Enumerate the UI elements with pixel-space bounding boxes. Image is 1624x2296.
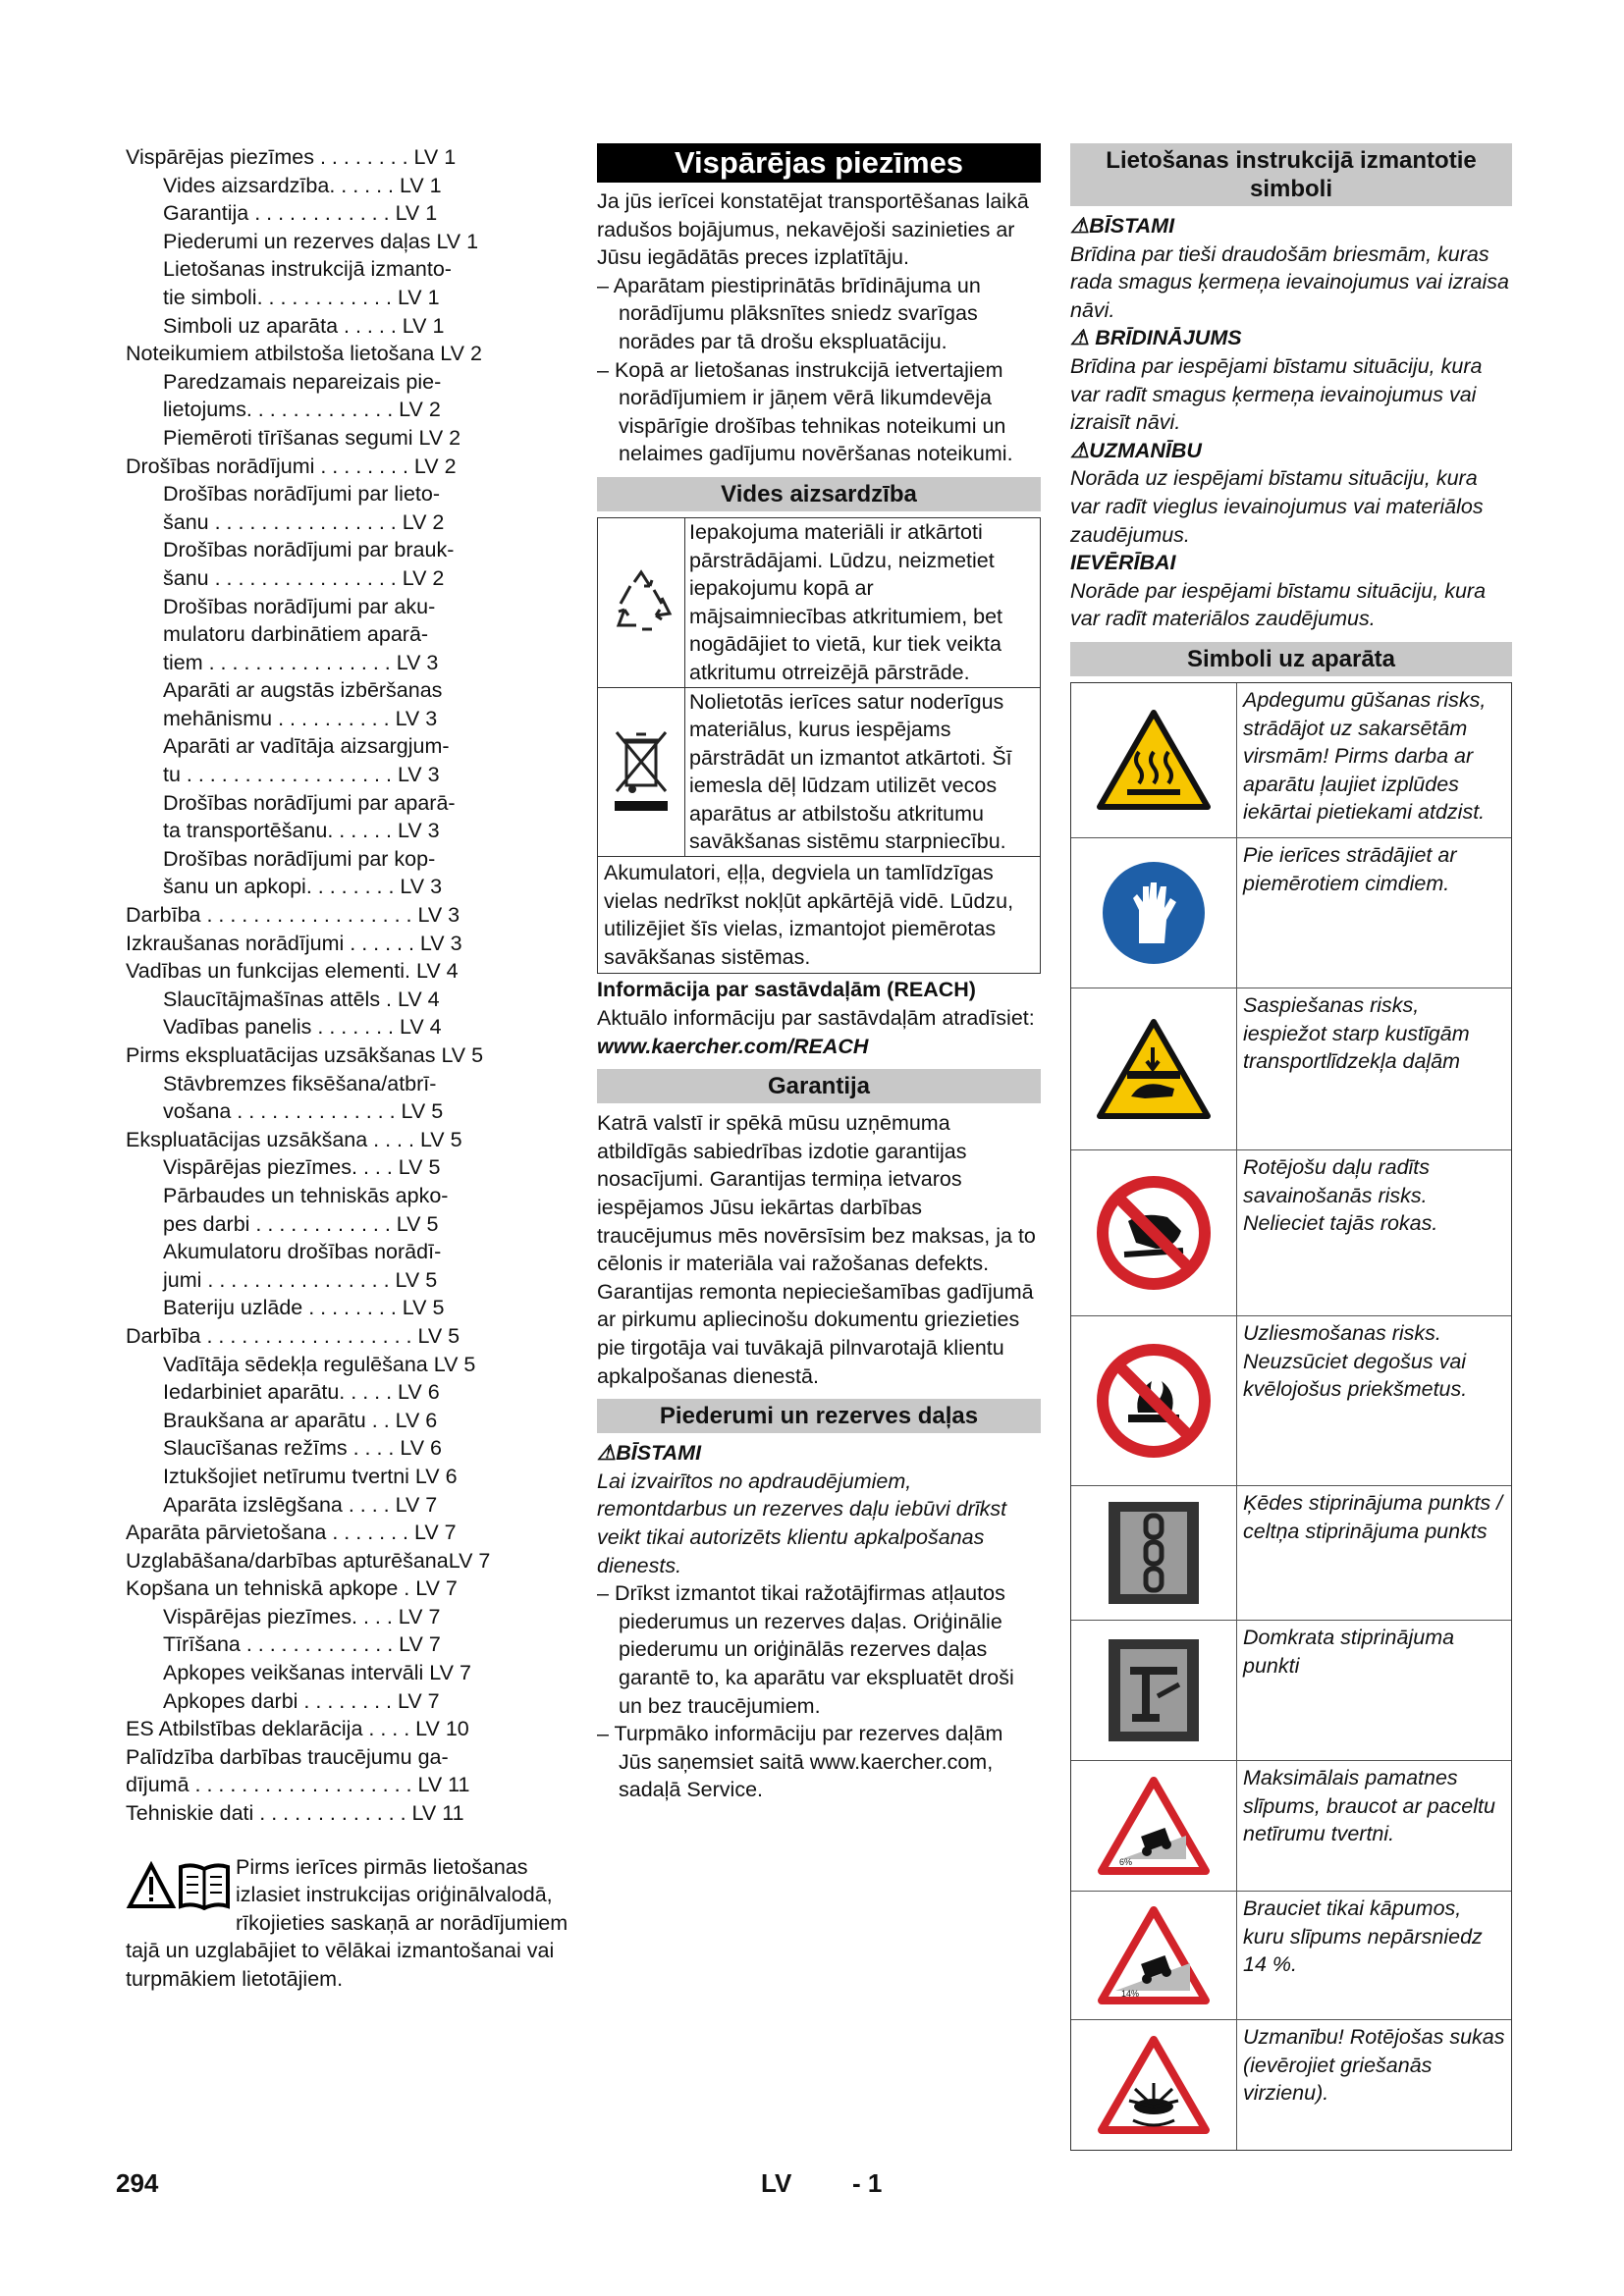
toc-entry[interactable]: Lietošanas instrukcijā izmanto-	[163, 257, 452, 282]
svg-text:14%: 14%	[1121, 1988, 1140, 1999]
symbol-text: Brauciet tikai kāpumos, kuru slīpums nepārsniedz 14 %.	[1243, 1896, 1483, 1977]
signal-word-text: Brīdina par iespējami bīstamu situāciju, kura var radīt smagus ķermeņa ievainojumus vai izraisīt nāvi.	[1070, 353, 1483, 435]
general-bullet: – Kopā ar lietošanas instrukcijā ietvertajiem norādījumiem ir jāņem vērā likumdevēja vispārīgie drošības tehnikas noteikumi un nelaimes gadījumu novēršanas noteikumi.	[597, 356, 1041, 468]
toc-entry[interactable]: Aparāti ar vadītāja aizsargjum-	[163, 734, 450, 759]
right-column	[1070, 143, 1512, 2151]
symbol-text: Uzliesmošanas risks. Neuzsūciet degošus vai kvēlojošus priekšmetus.	[1243, 1320, 1468, 1402]
general-bullet: – Aparātam piestiprinātās brīdinājuma un norādījumu plāksnītes sniedz svarīgas norādes par tā drošu ekspluatāciju.	[597, 272, 1041, 356]
environment-row-recycle	[598, 518, 1040, 688]
symbol-text: Apdegumu gūšanas risks, strādājot uz sakarsētām virsmām! Pirms darba ar aparātu ļaujiet izplūdes iekārtai pietiekami atdzist.	[1243, 687, 1487, 825]
toc-entry[interactable]: Apkopes veikšanas intervāli LV 7	[163, 1661, 471, 1685]
symbol-text: Rotējošu daļu radīts savainošanās risks. Nelieciet tajās rokas.	[1243, 1154, 1438, 1236]
toc-entry[interactable]: Aparāti ar augstās izbēršanas	[163, 678, 443, 703]
signal-word-text: Norāda uz iespējami bīstamu situāciju, kura var radīt vieglus ievainojumus vai materiālos zaudējumus.	[1070, 466, 1484, 547]
toc-entry[interactable]: Piemēroti tīrīšanas segumi LV 2	[163, 425, 461, 450]
crush-hazard-icon	[1071, 988, 1237, 1149]
symbol-row	[1071, 1150, 1511, 1316]
toc-entry[interactable]: Vides aizsardzība. . . . . . LV 1	[163, 173, 442, 197]
toc-entry[interactable]: Vispārējas piezīmes. . . . LV 7	[163, 1604, 441, 1629]
toc-entry[interactable]: Uzglabāšana/darbības apturēšanaLV 7	[126, 1548, 491, 1573]
toc-entry[interactable]: Tehniskie dati . . . . . . . . . . . . . LV 11	[126, 1801, 464, 1826]
reach-link[interactable]: www.kaercher.com/REACH	[597, 1034, 869, 1058]
symbol-row	[1071, 1892, 1511, 2020]
toc-entry[interactable]: Drošības norādījumi par kop-	[163, 846, 436, 871]
environment-row-weee	[598, 688, 1040, 858]
environment-table	[597, 517, 1041, 975]
toc-entry[interactable]: Iedarbiniet aparātu. . . . . LV 6	[163, 1380, 440, 1405]
toc-entry[interactable]: lietojums. . . . . . . . . . . . . LV 2	[163, 398, 441, 422]
toc-entry[interactable]: Vadības panelis . . . . . . . LV 4	[163, 1015, 442, 1040]
rotating-brushes-icon	[1071, 2020, 1237, 2150]
environment-note: Akumulatori, eļļa, degviela un tamlīdzīgas vielas nedrīkst nokļūt apkārtējā vidē. Lūdzu, utilizējiet šīs vielas, izmantojot piemērotas savākšanas sistēmas.	[604, 861, 1014, 969]
toc-entry[interactable]: Paredzamais nepareizais pie-	[163, 369, 442, 394]
toc-entry[interactable]: Pārbaudes un tehniskās apko-	[163, 1183, 449, 1207]
signal-word-label: IEVĒRĪBAI	[1070, 551, 1176, 575]
toc-entry[interactable]: Akumulatoru drošības norādī-	[163, 1240, 442, 1264]
device-symbols-heading: Simboli uz aparāta	[1070, 642, 1512, 676]
symbol-text: Domkrata stiprinājuma punkti	[1243, 1625, 1455, 1678]
signal-word-label: ⚠ BRĪDINĀJUMS	[1070, 326, 1242, 350]
symbol-row	[1071, 1316, 1511, 1486]
signal-word-label: ⚠BĪSTAMI	[1070, 214, 1175, 238]
symbol-row	[1071, 2020, 1511, 2150]
toc-entry[interactable]: Apkopes darbi . . . . . . . . LV 7	[163, 1688, 440, 1713]
toc-entry[interactable]: Noteikumiem atbilstoša lietošana LV 2	[126, 342, 482, 366]
toc-entry[interactable]: Aparāta pārvietošana . . . . . . . LV 7	[126, 1521, 457, 1545]
toc-entry[interactable]: Vadītāja sēdekļa regulēšana LV 5	[163, 1352, 476, 1376]
warning-triangle-icon: ⚠	[1070, 214, 1090, 238]
symbol-text: Maksimālais pamatnes slīpums, braucot ar paceltu netīrumu tvertni.	[1243, 1765, 1495, 1846]
toc-entry[interactable]: Pirms ekspluatācijas uzsākšanas LV 5	[126, 1043, 484, 1067]
toc-entry[interactable]: Drošības norādījumi par brauk-	[163, 538, 455, 562]
symbol-text: Saspiešanas risks, iespiežot starp kustīgām transportlīdzekļa daļām	[1243, 992, 1470, 1074]
parts-danger-label: ⚠BĪSTAMI	[597, 1441, 702, 1466]
jack-point-icon	[1071, 1621, 1237, 1760]
language-code: LV	[761, 2168, 792, 2198]
toc-entry[interactable]: Drošības norādījumi . . . . . . . . LV 2	[126, 454, 457, 478]
toc-entry[interactable]: dījumā . . . . . . . . . . . . . . . . . . . LV 11	[126, 1773, 470, 1797]
toc-entry[interactable]: Drošības norādījumi par aparā-	[163, 790, 456, 815]
symbol-row	[1071, 1761, 1511, 1892]
toc-entry[interactable]: mulatoru darbinātiem aparā-	[163, 622, 429, 647]
toc-entry[interactable]: ta transportēšanu. . . . . . LV 3	[163, 819, 440, 843]
toc-entry[interactable]: Drošības norādījumi par aku-	[163, 594, 436, 618]
crossed-bin-icon	[598, 688, 685, 857]
toc-entry[interactable]: Slaucīšanas režīms . . . . LV 6	[163, 1436, 442, 1461]
toc-entry[interactable]: Darbība . . . . . . . . . . . . . . . . . . LV 5	[126, 1323, 460, 1348]
general-notes-heading: Vispārējas piezīmes	[597, 143, 1041, 183]
warning-triangle-icon: ⚠	[1070, 326, 1096, 350]
toc-entry[interactable]: Palīdzība darbības traucējumu ga-	[126, 1744, 449, 1769]
recycle-text: Iepakojuma materiāli ir atkārtoti pārstrādājami. Lūdzu, neizmetiet iepakojumu kopā ar mājsaimniecības atkritumiem, bet nogādājiet to vietā, kur tiek veikta atkritumu otrreizējā pārstrāde.	[689, 519, 1003, 684]
max-slope-raised-container-icon	[1071, 1761, 1237, 1891]
recycle-icon	[598, 518, 685, 687]
manual-symbols-list	[1070, 212, 1512, 633]
symbol-row	[1071, 838, 1511, 988]
table-of-contents	[126, 143, 577, 1828]
no-burning-objects-icon	[1071, 1316, 1237, 1485]
parts-heading: Piederumi un rezerves daļas	[597, 1399, 1041, 1433]
weee-text: Nolietotās ierīces satur noderīgus materiālus, kurus iespējams pārstrādāt un izmantot atkārtoti. Šī iemesla dēļ lūdzam utilizēt vecos aparātus ar atbilstošu atkritumu savākšanas sistēmu starpniecību.	[689, 689, 1012, 854]
parts-danger-text: Lai izvairītos no apdraudējumiem, remontdarbus un rezerves daļu iebūvi drīkst veikt tikai autorizēts klientu apkalpošanas dienests.	[597, 1468, 1007, 1577]
warning-triangle-icon: ⚠	[1070, 438, 1090, 462]
toc-entry[interactable]: Vadības un funkcijas elementi. LV 4	[126, 959, 459, 984]
toc-entry[interactable]: mehānismu . . . . . . . . . . LV 3	[163, 706, 438, 730]
toc-entry[interactable]: Kopšana un tehniskā apkope . LV 7	[126, 1576, 458, 1601]
toc-entry[interactable]: Izkraušanas norādījumi . . . . . . LV 3	[126, 931, 462, 955]
section-page-number: - 1	[852, 2168, 883, 2198]
warranty-text: Katrā valstī ir spēkā mūsu uzņēmuma atbildīgās sabiedrības izdotie garantijas nosacījumi. Garantijas termiņa ietvaros iespējamos Jūsu iekārtas darbības traucējumus mēs novērsīsim bez maksas, ja to cēlonis ir materiāla vai ražošanas defekts. Garantijas remonta nepieciešamības gadījumā ar pirkumu apliecinošu dokumentu griezieties pie tirgotāja vai tuvākajā pilnvarotajā klientu apkalpošanas dienestā.	[597, 1111, 1036, 1388]
preface-text: Pirms ierīces pirmās lietošanas izlasiet instrukcijas oriģinālvalodā, rīkojieties saskaņā ar norādījumiem tajā un uzglabājiet to vēlākai izmantošanai vai turpmākiem lietotājiem.	[126, 1854, 568, 1991]
symbol-text: Ķēdes stiprinājuma punkts / celtņa stiprinājuma punkts	[1243, 1490, 1503, 1543]
preface-note	[126, 1853, 577, 1994]
toc-entry[interactable]: ES Atbilstības deklarācija . . . . LV 10	[126, 1717, 469, 1741]
signal-word-label: ⚠UZMANĪBU	[1070, 438, 1202, 462]
warranty-heading: Garantija	[597, 1069, 1041, 1103]
svg-text:6%: 6%	[1119, 1856, 1133, 1867]
general-intro: Ja jūs ierīcei konstatējat transportēšanas laikā radušos bojājumus, nekavējoši sazinieties ar Jūsu iegādātās preces izplatītāju.	[597, 189, 1029, 270]
symbol-row	[1071, 988, 1511, 1150]
signal-word-text: Norāde par iespējami bīstamu situāciju, kura var radīt materiālos zaudējumus.	[1070, 578, 1487, 631]
manual-symbols-heading: Lietošanas instrukcijā izmantotie simboli	[1070, 143, 1512, 206]
toc-entry[interactable]: šanu un apkopi. . . . . . . . LV 3	[163, 875, 443, 899]
toc-entry[interactable]: Stāvbremzes fiksēšana/atbrī-	[163, 1071, 437, 1095]
toc-entry[interactable]: vošana . . . . . . . . . . . . . . LV 5	[163, 1099, 444, 1124]
environment-heading: Vides aizsardzība	[597, 477, 1041, 511]
signal-word-text: Brīdina par tieši draudošām briesmām, kuras rada smagus ķermeņa ievainojumus vai izraisa nāvi.	[1070, 241, 1509, 322]
toc-entry[interactable]: tie simboli. . . . . . . . . . . . LV 1	[163, 285, 440, 309]
toc-entry[interactable]: pes darbi . . . . . . . . . . . . LV 5	[163, 1211, 439, 1236]
reach-title: Informācija par sastāvdaļām (REACH)	[597, 978, 976, 1002]
toc-entry[interactable]: Vispārējas piezīmes . . . . . . . . LV 1	[126, 145, 457, 169]
symbol-text: Pie ierīces strādājiet ar piemērotiem cimdiem.	[1243, 842, 1457, 895]
parts-bullet: – Drīkst izmantot tikai ražotājfirmas atļautos piederumus un rezerves daļas. Oriģinālie piederumu un oriģinālās rezerves daļas garantē to, ka aparātu var ekspluatēt droši un bez traucējumiem.	[597, 1579, 1041, 1720]
toc-entry[interactable]: Garantija . . . . . . . . . . . . LV 1	[163, 201, 438, 226]
symbol-row	[1071, 1621, 1511, 1761]
page-number: 294	[116, 2168, 159, 2198]
toc-entry[interactable]: Braukšana ar aparātu . . LV 6	[163, 1408, 438, 1432]
toc-entry[interactable]: Aparāta izslēgšana . . . . LV 7	[163, 1492, 438, 1517]
toc-entry[interactable]: Tīrīšana . . . . . . . . . . . . . LV 7	[163, 1632, 441, 1657]
toc-entry[interactable]: Slaucītājmašīnas attēls . LV 4	[163, 987, 440, 1011]
toc-entry[interactable]: Vispārējas piezīmes. . . . LV 5	[163, 1155, 441, 1180]
device-symbols-table	[1070, 682, 1512, 2151]
symbol-row	[1071, 1486, 1511, 1621]
max-climb-slope-icon	[1071, 1892, 1237, 2019]
toc-entry[interactable]: tiem . . . . . . . . . . . . . . . . LV 3	[163, 650, 439, 674]
toc-entry[interactable]: šanu . . . . . . . . . . . . . . . . LV 2	[163, 509, 445, 534]
toc-entry[interactable]: Bateriju uzlāde . . . . . . . . LV 5	[163, 1296, 445, 1320]
toc-entry[interactable]: Piederumi un rezerves daļas LV 1	[163, 229, 479, 253]
toc-entry[interactable]: Iztukšojiet netīrumu tvertni LV 6	[163, 1464, 458, 1488]
warning-triangle-icon: ⚠	[597, 1441, 617, 1466]
toc-entry[interactable]: jumi . . . . . . . . . . . . . . . . LV 5	[163, 1267, 438, 1292]
symbol-text: Uzmanību! Rotējošas sukas (ievērojiet griešanās virzienu).	[1243, 2024, 1505, 2106]
table-of-contents-column	[126, 143, 577, 1994]
gloves-icon	[1071, 838, 1237, 988]
toc-entry[interactable]: Drošības norādījumi par lieto-	[163, 482, 441, 507]
rotating-parts-prohibited-icon	[1071, 1150, 1237, 1315]
middle-column	[597, 143, 1041, 1804]
toc-entry[interactable]: Ekspluatācijas uzsākšana . . . . LV 5	[126, 1127, 462, 1151]
toc-entry[interactable]: Simboli uz aparāta . . . . . LV 1	[163, 313, 445, 338]
symbol-row	[1071, 683, 1511, 838]
toc-entry[interactable]: tu . . . . . . . . . . . . . . . . . . LV 3	[163, 763, 440, 787]
parts-bullet: – Turpmāko informāciju par rezerves daļām Jūs saņemsiet saitā www.kaercher.com, sadaļā Service.	[597, 1720, 1041, 1804]
reach-text: Aktuālo informāciju par sastāvdaļām atradīsiet:	[597, 1006, 1035, 1031]
toc-entry[interactable]: Darbība . . . . . . . . . . . . . . . . . . LV 3	[126, 903, 460, 928]
toc-entry[interactable]: šanu . . . . . . . . . . . . . . . . LV 2	[163, 565, 445, 590]
chain-attachment-icon	[1071, 1486, 1237, 1620]
warning-read-manual-icon	[126, 1857, 230, 1910]
hot-surface-icon	[1071, 683, 1237, 837]
